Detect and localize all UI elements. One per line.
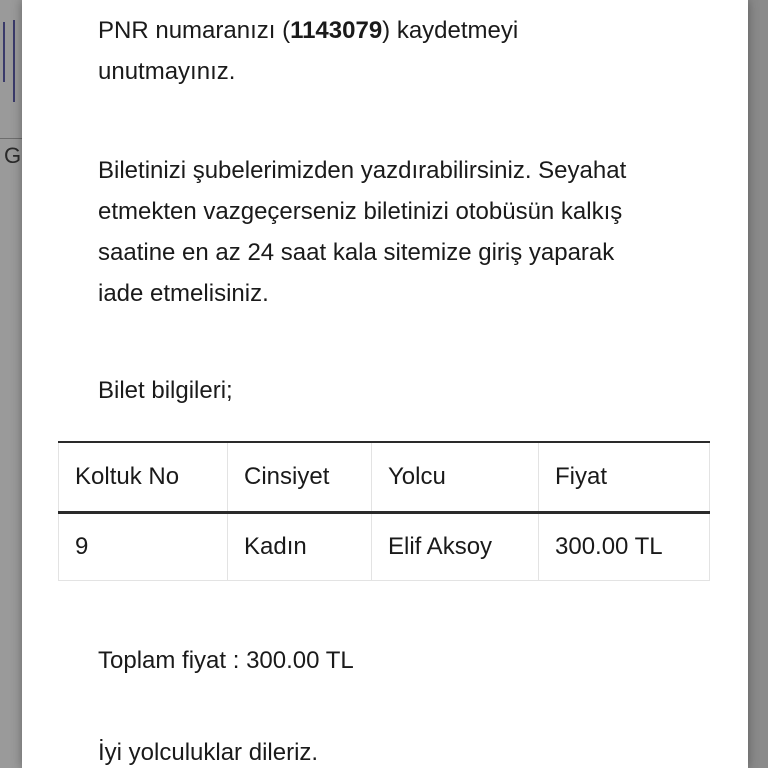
background-partial-text: G xyxy=(4,143,22,168)
total-price-label: Toplam fiyat : xyxy=(98,647,247,674)
ticket-confirmation-modal xyxy=(22,0,748,768)
pnr-number: 1143079 xyxy=(290,17,383,44)
cell-gender: Kadın xyxy=(228,513,372,581)
header-seat-no: Koltuk No xyxy=(59,442,228,513)
cell-passenger: Elif Aksoy xyxy=(372,513,539,581)
ticket-info-heading: Bilet bilgileri; xyxy=(98,377,233,404)
ticket-table-header-row xyxy=(59,442,710,513)
ticket-table xyxy=(58,441,710,581)
total-price-text xyxy=(98,640,354,681)
print-and-refund-info: Biletinizi şubelerimizden yazdırabilirsiniz. Seyahat etmekten vazgeçerseniz biletinizi otobüsün kalkış saatine en az 24 saat kala sitemize giriş yaparak iade etmelisiniz. xyxy=(98,157,627,307)
header-passenger: Yolcu xyxy=(372,442,539,513)
background-divider xyxy=(0,138,22,139)
background-border-line xyxy=(3,22,5,82)
farewell-text: İyi yolculuklar dileriz. xyxy=(98,739,319,766)
pnr-prefix: PNR numaranızı ( xyxy=(98,17,291,44)
background-page-right-edge xyxy=(746,0,768,768)
header-gender: Cinsiyet xyxy=(228,442,372,513)
table-row xyxy=(59,513,710,581)
header-price: Fiyat xyxy=(539,442,710,513)
cell-price: 300.00 TL xyxy=(539,513,710,581)
background-border-line xyxy=(13,20,15,102)
background-page-left-edge xyxy=(0,0,22,768)
cell-seat-no: 9 xyxy=(59,513,228,581)
pnr-reminder-text xyxy=(98,10,618,92)
pnr-suffix: ) kaydetmeyi unutmayınız. xyxy=(98,17,519,85)
total-price-value: 300.00 TL xyxy=(246,647,354,674)
